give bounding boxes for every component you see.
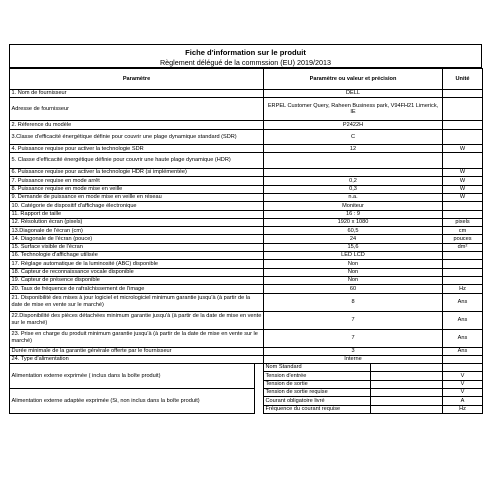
unit-cell (443, 98, 483, 121)
value-cell: 15,6 (264, 243, 443, 251)
value-cell: 7 (264, 329, 443, 347)
table-row (10, 193, 483, 201)
power-external-spacer (255, 389, 264, 397)
power-internal-key: Nom Standard (264, 364, 371, 372)
parameter-cell: 7. Puissance requise en mode arrêt (10, 177, 264, 185)
power-internal-label: Alimentation externe exprimée ( inclus dans la boîte produit) (10, 364, 255, 389)
parameter-cell: 20. Taux de fréquence de rafraîchissement de l'image (10, 285, 264, 293)
unit-cell (443, 268, 483, 276)
power-internal-value (371, 380, 443, 388)
parameter-cell: 1. Nom de fournisseur (10, 90, 264, 98)
unit-cell (443, 90, 483, 98)
table-row (10, 311, 483, 329)
power-external-unit: V (443, 389, 483, 397)
unit-cell: pouces (443, 235, 483, 243)
table-row (10, 210, 483, 218)
power-external-label: Alimentation externe adaptée exprimée (Si, non inclus dans la boîte produit) (10, 389, 255, 414)
parameter-cell: 6. Puissance requise pour activer la technologie HDR (si implémentée) (10, 169, 264, 177)
header-unit: Unité (443, 69, 483, 90)
column-header-row (10, 69, 483, 90)
unit-cell (443, 252, 483, 260)
power-internal-key: Tension d'entrée (264, 372, 371, 380)
parameter-cell: 16. Technologie d'affichage utilisée (10, 252, 264, 260)
parameter-cell: 17. Réglage automatique de la luminosité (ABC) disponible (10, 260, 264, 268)
parameter-cell: Adresse de fournisseur (10, 98, 264, 121)
unit-cell (443, 121, 483, 129)
table-row (10, 121, 483, 129)
power-external-unit: A (443, 397, 483, 405)
unit-cell: W (443, 177, 483, 185)
power-internal-value (371, 372, 443, 380)
unit-cell: dm² (443, 243, 483, 251)
value-cell: P2422H (264, 121, 443, 129)
parameter-cell: 18. Capteur de reconnaissance vocale disponible (10, 268, 264, 276)
power-external-spacer (255, 405, 264, 413)
value-cell: 12 (264, 145, 443, 153)
table-row (10, 329, 483, 347)
header-value: Paramètre ou valeur et précision (264, 69, 443, 90)
sheet-subtitle: Règlement délégué de la commssion (EU) 2019/2013 (159, 58, 331, 67)
power-internal-unit (443, 364, 483, 372)
power-external-key: Fréquence du courant requise (264, 405, 371, 413)
parameter-cell: 19. Capteur de présence disponible (10, 276, 264, 284)
value-cell: 8 (264, 293, 443, 311)
value-cell: Interne (264, 355, 443, 363)
power-external-value (371, 405, 443, 413)
value-cell: 0,2 (264, 177, 443, 185)
unit-cell: Hz (443, 285, 483, 293)
parameter-cell: 23. Prise en charge du produit minimum garantie jusqu'à (à partir de la date de mise en vente sur le marché) (10, 329, 264, 347)
parameter-cell: 21. Disponibilité des mises à jour logiciel et micrologiciel minimum garantie jusqu'à (à partir de la date de mise en vente sur le marché) (10, 293, 264, 311)
parameter-cell: 14. Diagonale de l'écran (pouce) (10, 235, 264, 243)
value-cell: Non (264, 268, 443, 276)
unit-cell: Ans (443, 347, 483, 355)
unit-cell (443, 129, 483, 145)
table-row (10, 276, 483, 284)
value-cell: C (264, 129, 443, 145)
power-internal-spacer (255, 372, 264, 380)
table-row (10, 227, 483, 235)
value-cell: 1920 x 1080 (264, 218, 443, 226)
parameter-cell: 13.Diagonale de l'écran (cm) (10, 227, 264, 235)
product-information-table (9, 68, 483, 414)
value-cell: ERPEL Customer Query, Raheen Business park, V94FH21 Limerick, IE (264, 98, 443, 121)
table-row (10, 202, 483, 210)
unit-cell: Ans (443, 329, 483, 347)
table-row (10, 129, 483, 145)
parameter-cell: Durée minimale de la garantie générale offerte par le fournisseur (10, 347, 264, 355)
table-row (10, 347, 483, 355)
power-external-spacer (255, 397, 264, 405)
value-cell: 60,5 (264, 227, 443, 235)
parameter-cell: 15. Surface visible de l'écran (10, 243, 264, 251)
sheet-title-block (9, 44, 482, 68)
value-cell: 24 (264, 235, 443, 243)
table-row (10, 98, 483, 121)
unit-cell (443, 202, 483, 210)
unit-cell: Ans (443, 311, 483, 329)
unit-cell (443, 210, 483, 218)
value-cell: 7 (264, 311, 443, 329)
parameter-cell: 24. Type d'alimentation (10, 355, 264, 363)
parameter-cell: 2. Réference du modèle (10, 121, 264, 129)
power-internal-spacer (255, 364, 264, 372)
unit-cell: W (443, 169, 483, 177)
parameter-cell: 11. Rapport de taille (10, 210, 264, 218)
table-row (10, 90, 483, 98)
parameter-cell: 3.Classe d'efficacité énergétique définie pour couvrir une plage dynamique standard (SDR) (10, 129, 264, 145)
table-row (10, 268, 483, 276)
power-internal-row (10, 364, 483, 372)
table-row (10, 252, 483, 260)
power-external-key: Courant obligatoire livré (264, 397, 371, 405)
power-external-unit: Hz (443, 405, 483, 413)
table-row (10, 355, 483, 363)
value-cell: Moniteur (264, 202, 443, 210)
table-row (10, 145, 483, 153)
table-row (10, 218, 483, 226)
unit-cell (443, 260, 483, 268)
unit-cell: pixels (443, 218, 483, 226)
table-row (10, 285, 483, 293)
table-row (10, 177, 483, 185)
unit-cell: W (443, 193, 483, 201)
value-cell (264, 169, 443, 177)
parameter-cell: 8. Puissance requise en mode mise en veille (10, 185, 264, 193)
value-cell: LED LCD (264, 252, 443, 260)
value-cell: 60 (264, 285, 443, 293)
unit-cell: W (443, 185, 483, 193)
power-external-row (10, 389, 483, 397)
table-row (10, 260, 483, 268)
parameter-cell: 4. Puissance requise pour activer la technologie SDR (10, 145, 264, 153)
parameter-cell: 12. Résolution écran (pixels) (10, 218, 264, 226)
table-row (10, 169, 483, 177)
header-parameter: Paramètre (10, 69, 264, 90)
value-cell: n.a. (264, 193, 443, 201)
sheet-title: Fiche d'information sur le produit (185, 48, 306, 57)
parameter-cell: 9. Demande de puissance en mode mise en veille en réseau (10, 193, 264, 201)
table-row (10, 243, 483, 251)
unit-cell: cm (443, 227, 483, 235)
power-internal-key: Tension de sortie (264, 380, 371, 388)
parameter-cell: 10. Catégorie de dispositif d'affichage électronique (10, 202, 264, 210)
table-row (10, 185, 483, 193)
power-external-value (371, 397, 443, 405)
table-row (10, 293, 483, 311)
table-row (10, 153, 483, 169)
unit-cell (443, 153, 483, 169)
power-external-value (371, 389, 443, 397)
power-internal-value (371, 364, 443, 372)
unit-cell: Ans (443, 293, 483, 311)
value-cell: 16 : 9 (264, 210, 443, 218)
parameter-cell: 5. Classe d'efficacité énergétique définie pour couvrir une haute plage dynamique (HDR) (10, 153, 264, 169)
value-cell: Non (264, 276, 443, 284)
unit-cell: W (443, 145, 483, 153)
value-cell (264, 153, 443, 169)
value-cell: 0,3 (264, 185, 443, 193)
unit-cell (443, 276, 483, 284)
value-cell: DELL (264, 90, 443, 98)
value-cell: 3 (264, 347, 443, 355)
parameter-cell: 22.Disponibilité des pièces détachées minimum garantie jusqu'à (à partir de la date de mise en vente sur le marché) (10, 311, 264, 329)
table-row (10, 235, 483, 243)
power-internal-spacer (255, 380, 264, 388)
power-internal-unit: V (443, 372, 483, 380)
unit-cell (443, 355, 483, 363)
power-internal-unit: V (443, 380, 483, 388)
value-cell: Non (264, 260, 443, 268)
power-external-key: Tension de sortie requise (264, 389, 371, 397)
